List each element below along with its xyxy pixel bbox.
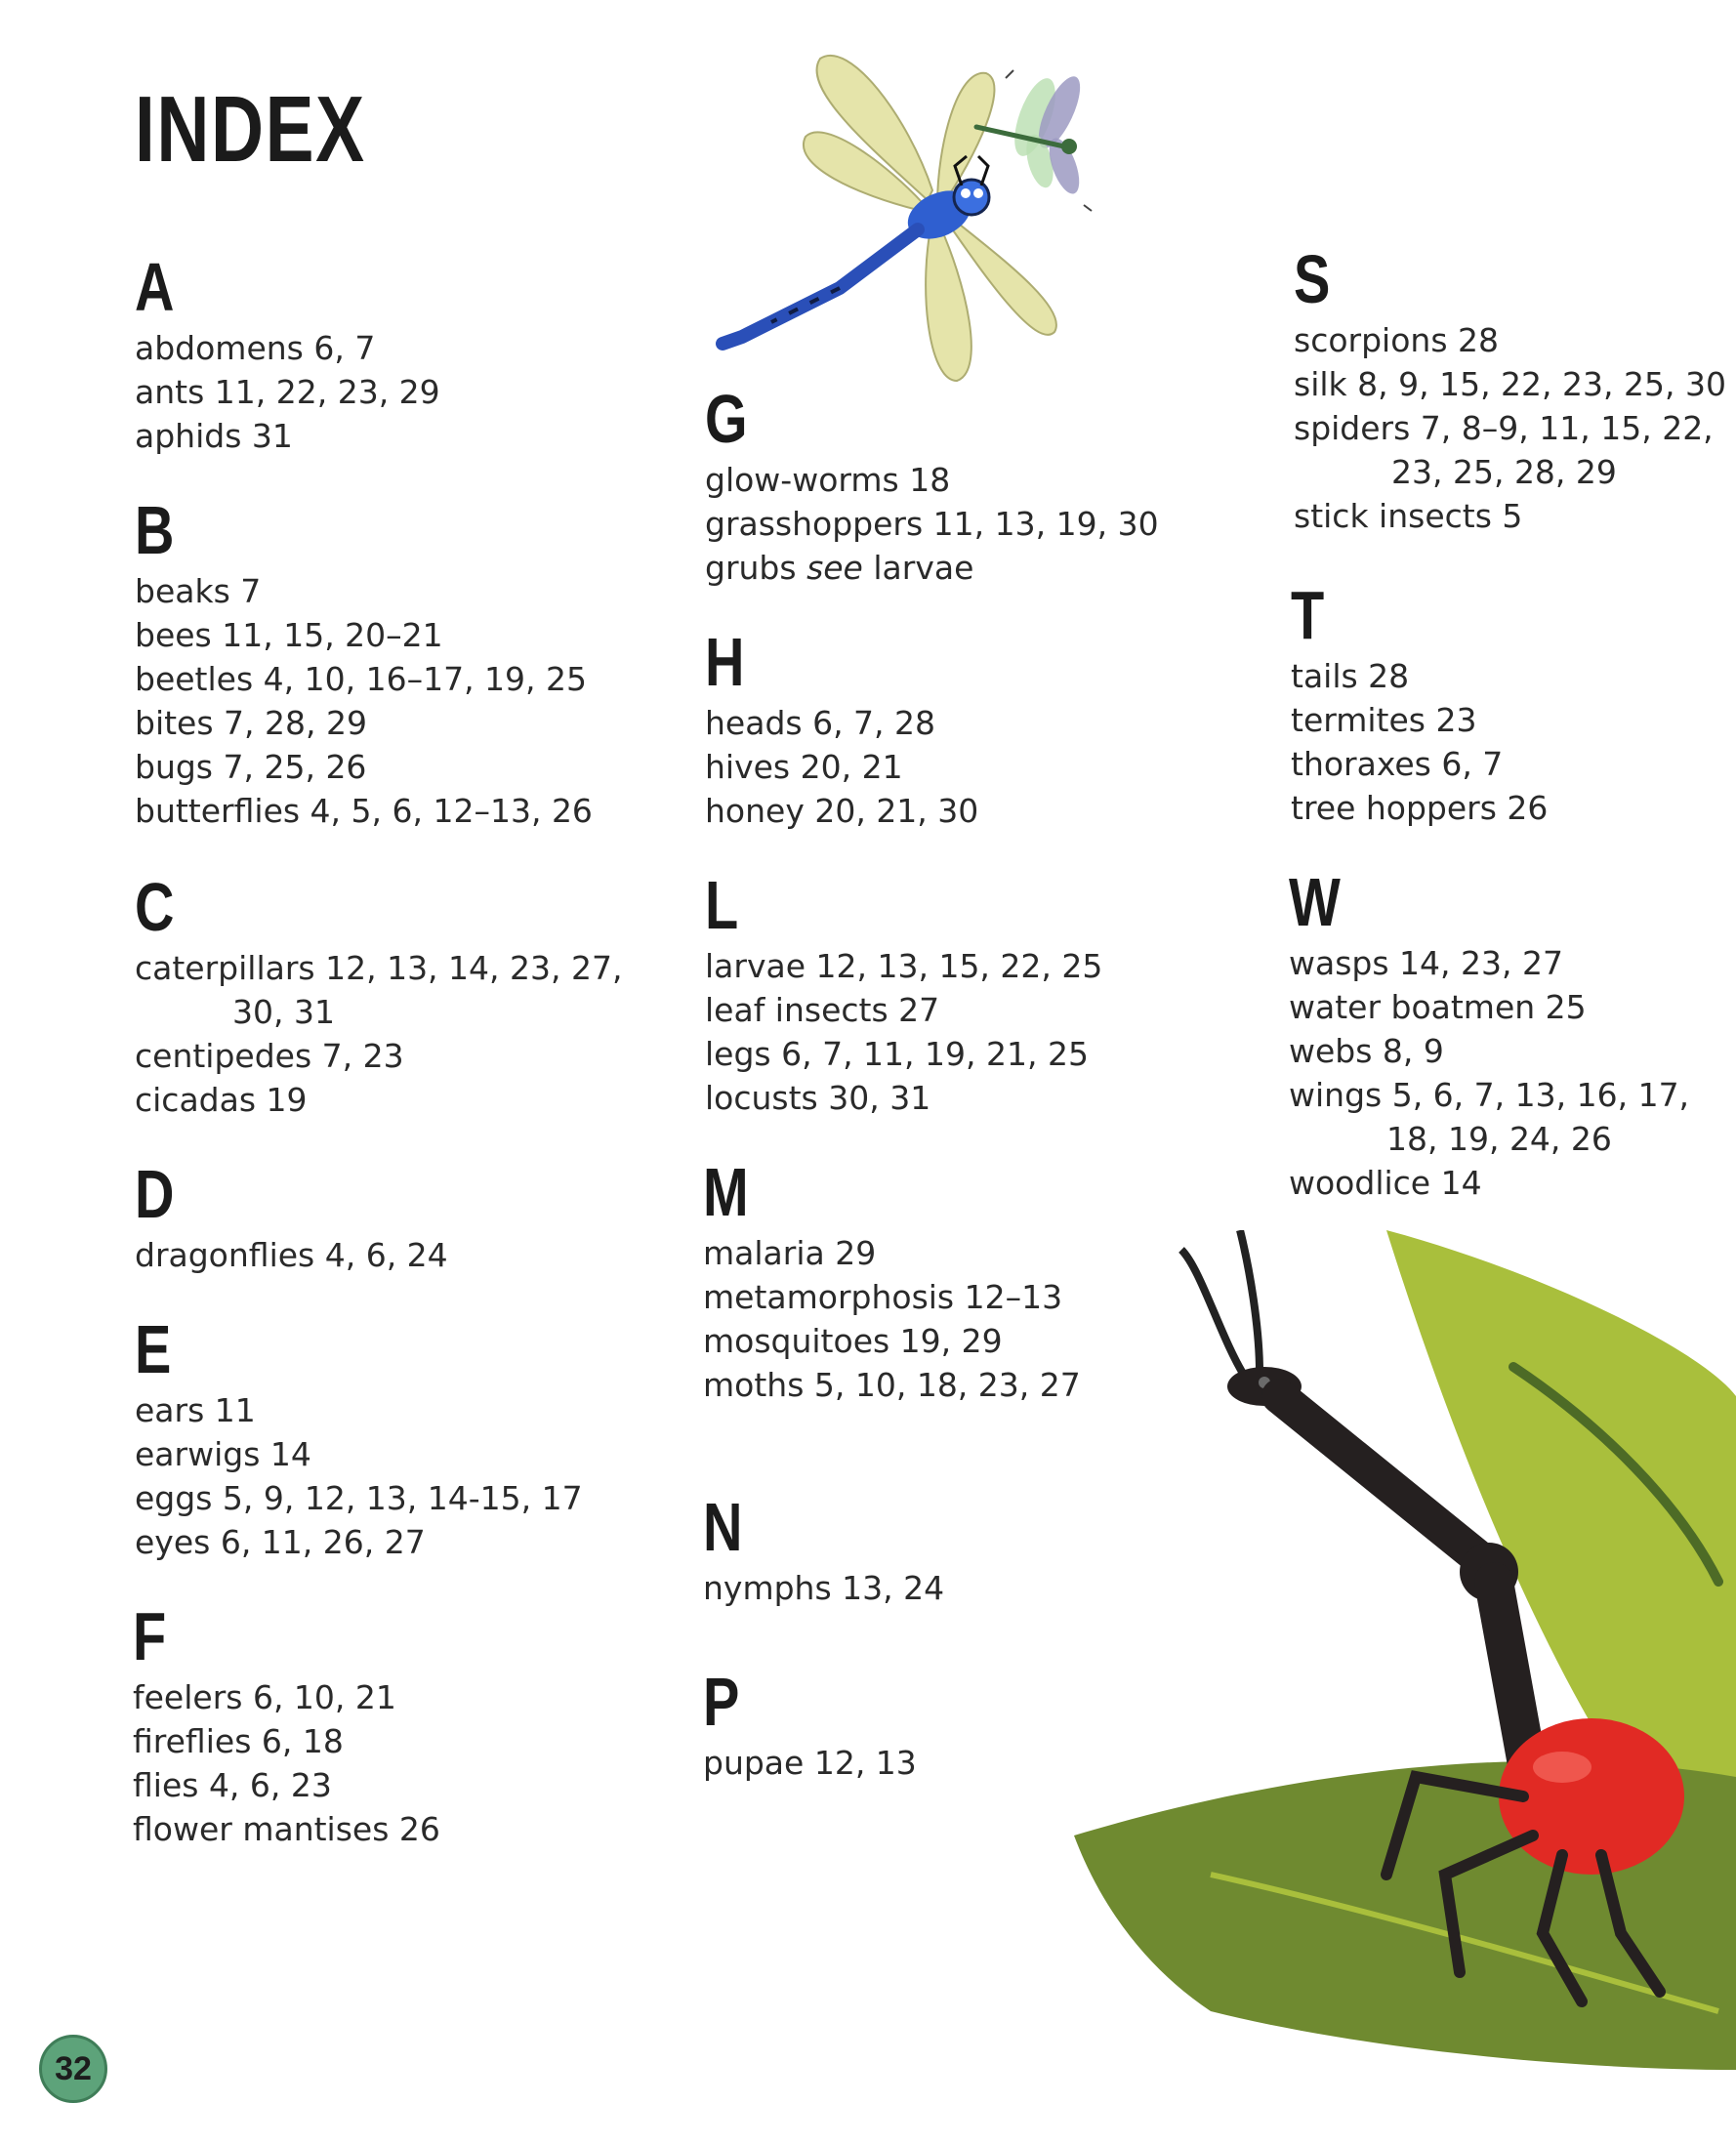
index-entry: dragonflies 4, 6, 24 (135, 1236, 448, 1274)
index-section-c (135, 869, 623, 1122)
index-entry: woodlice 14 (1289, 1164, 1482, 1202)
index-entry: butterflies 4, 5, 6, 12–13, 26 (135, 792, 593, 830)
leaf-illustration (1074, 1230, 1736, 2145)
index-entry (1294, 406, 1726, 494)
index-entry: flower mantises 26 (133, 1810, 440, 1848)
index-entry: malaria 29 (703, 1234, 877, 1272)
index-entry: glow-worms 18 (705, 461, 951, 499)
section-letter: A (135, 249, 175, 325)
index-entry: abdomens 6, 7 (135, 329, 376, 367)
section-letter: M (703, 1154, 749, 1230)
index-entry: stick insects 5 (1294, 497, 1523, 535)
index-entry: legs 6, 7, 11, 19, 21, 25 (705, 1035, 1089, 1073)
index-entry: centipedes 7, 23 (135, 1037, 404, 1075)
index-entry: honey 20, 21, 30 (705, 792, 979, 830)
index-section-g (705, 381, 1159, 590)
index-section-f (133, 1598, 440, 1851)
index-entry: wasps 14, 23, 27 (1289, 944, 1563, 982)
index-entry: nymphs 13, 24 (703, 1569, 945, 1607)
index-entry: ears 11 (135, 1391, 256, 1429)
index-entry: feelers 6, 10, 21 (133, 1678, 396, 1716)
section-letter: P (703, 1664, 740, 1740)
section-letter: B (135, 492, 175, 568)
index-entry: tree hoppers 26 (1291, 789, 1549, 827)
index-section-n (703, 1489, 945, 1610)
index-entry: aphids 31 (135, 417, 293, 455)
index-entry: eggs 5, 9, 12, 13, 14-15, 17 (135, 1479, 583, 1517)
index-section-l (705, 867, 1103, 1120)
index-entry: locusts 30, 31 (705, 1079, 931, 1117)
section-letter: G (705, 381, 748, 457)
index-entry: termites 23 (1291, 701, 1477, 739)
index-section-s (1294, 241, 1726, 538)
index-section-p (703, 1664, 917, 1785)
small-dragonfly-illustration (967, 59, 1113, 225)
section-letter: F (133, 1598, 167, 1674)
index-entry-text: grubs (705, 549, 807, 587)
index-entry (705, 546, 1159, 590)
index-entry: leaf insects 27 (705, 991, 940, 1029)
section-letter: E (135, 1311, 172, 1387)
index-entry-continuation: 30, 31 (232, 993, 335, 1031)
index-entry: tails 28 (1291, 657, 1410, 695)
index-section-m (703, 1154, 1081, 1407)
index-entry: thoraxes 6, 7 (1291, 745, 1504, 783)
index-entry: metamorphosis 12–13 (703, 1278, 1063, 1316)
index-entry: fireflies 6, 18 (133, 1722, 344, 1760)
section-letter: C (135, 869, 175, 945)
see-target: larvae (862, 549, 974, 587)
index-entry: earwigs 14 (135, 1435, 311, 1473)
section-letter: S (1294, 241, 1331, 317)
section-letter: W (1289, 864, 1341, 940)
index-entry (135, 946, 622, 1034)
index-entry-text: wings 5, 6, 7, 13, 16, 17, (1289, 1076, 1690, 1114)
index-entry: moths 5, 10, 18, 23, 27 (703, 1366, 1081, 1404)
index-section-b (135, 492, 593, 833)
index-entry-continuation: 18, 19, 24, 26 (1386, 1120, 1612, 1158)
index-entry: pupae 12, 13 (703, 1744, 917, 1782)
page-title: INDEX (135, 77, 366, 182)
index-entry: mosquitoes 19, 29 (703, 1322, 1003, 1360)
index-entry-text: caterpillars 12, 13, 14, 23, 27, (135, 949, 623, 987)
index-section-d (135, 1156, 448, 1277)
index-entry: water boatmen 25 (1289, 988, 1587, 1026)
index-entry: larvae 12, 13, 15, 22, 25 (705, 947, 1103, 985)
index-entry: cicadas 19 (135, 1081, 308, 1119)
index-entry-continuation: 23, 25, 28, 29 (1391, 453, 1617, 491)
index-entry: beetles 4, 10, 16–17, 19, 25 (135, 660, 588, 698)
index-entry: eyes 6, 11, 26, 27 (135, 1523, 426, 1561)
index-entry: flies 4, 6, 23 (133, 1766, 332, 1804)
index-entry: scorpions 28 (1294, 321, 1499, 359)
section-letter: L (705, 867, 739, 943)
section-letter: H (705, 624, 745, 700)
index-entry: ants 11, 22, 23, 29 (135, 373, 440, 411)
index-entry (1289, 1073, 1689, 1161)
index-entry: bites 7, 28, 29 (135, 704, 367, 742)
see-reference: see (806, 549, 863, 587)
index-entry: heads 6, 7, 28 (705, 704, 936, 742)
section-letter: N (703, 1489, 743, 1565)
index-section-a (135, 249, 440, 458)
index-entry: grasshoppers 11, 13, 19, 30 (705, 505, 1159, 543)
section-letter: T (1291, 577, 1325, 653)
index-section-e (135, 1311, 583, 1564)
index-section-t (1291, 577, 1549, 830)
index-entry: silk 8, 9, 15, 22, 23, 25, 30 (1294, 365, 1726, 403)
index-section-h (705, 624, 979, 833)
page-number-badge: 32 (39, 2035, 107, 2103)
index-entry: webs 8, 9 (1289, 1032, 1444, 1070)
section-letter: D (135, 1156, 175, 1232)
index-section-w (1289, 864, 1690, 1205)
index-entry-text: spiders 7, 8–9, 11, 15, 22, (1294, 409, 1714, 447)
index-entry: hives 20, 21 (705, 748, 903, 786)
index-entry: beaks 7 (135, 572, 262, 610)
index-entry: bugs 7, 25, 26 (135, 748, 367, 786)
index-entry: bees 11, 15, 20–21 (135, 616, 443, 654)
